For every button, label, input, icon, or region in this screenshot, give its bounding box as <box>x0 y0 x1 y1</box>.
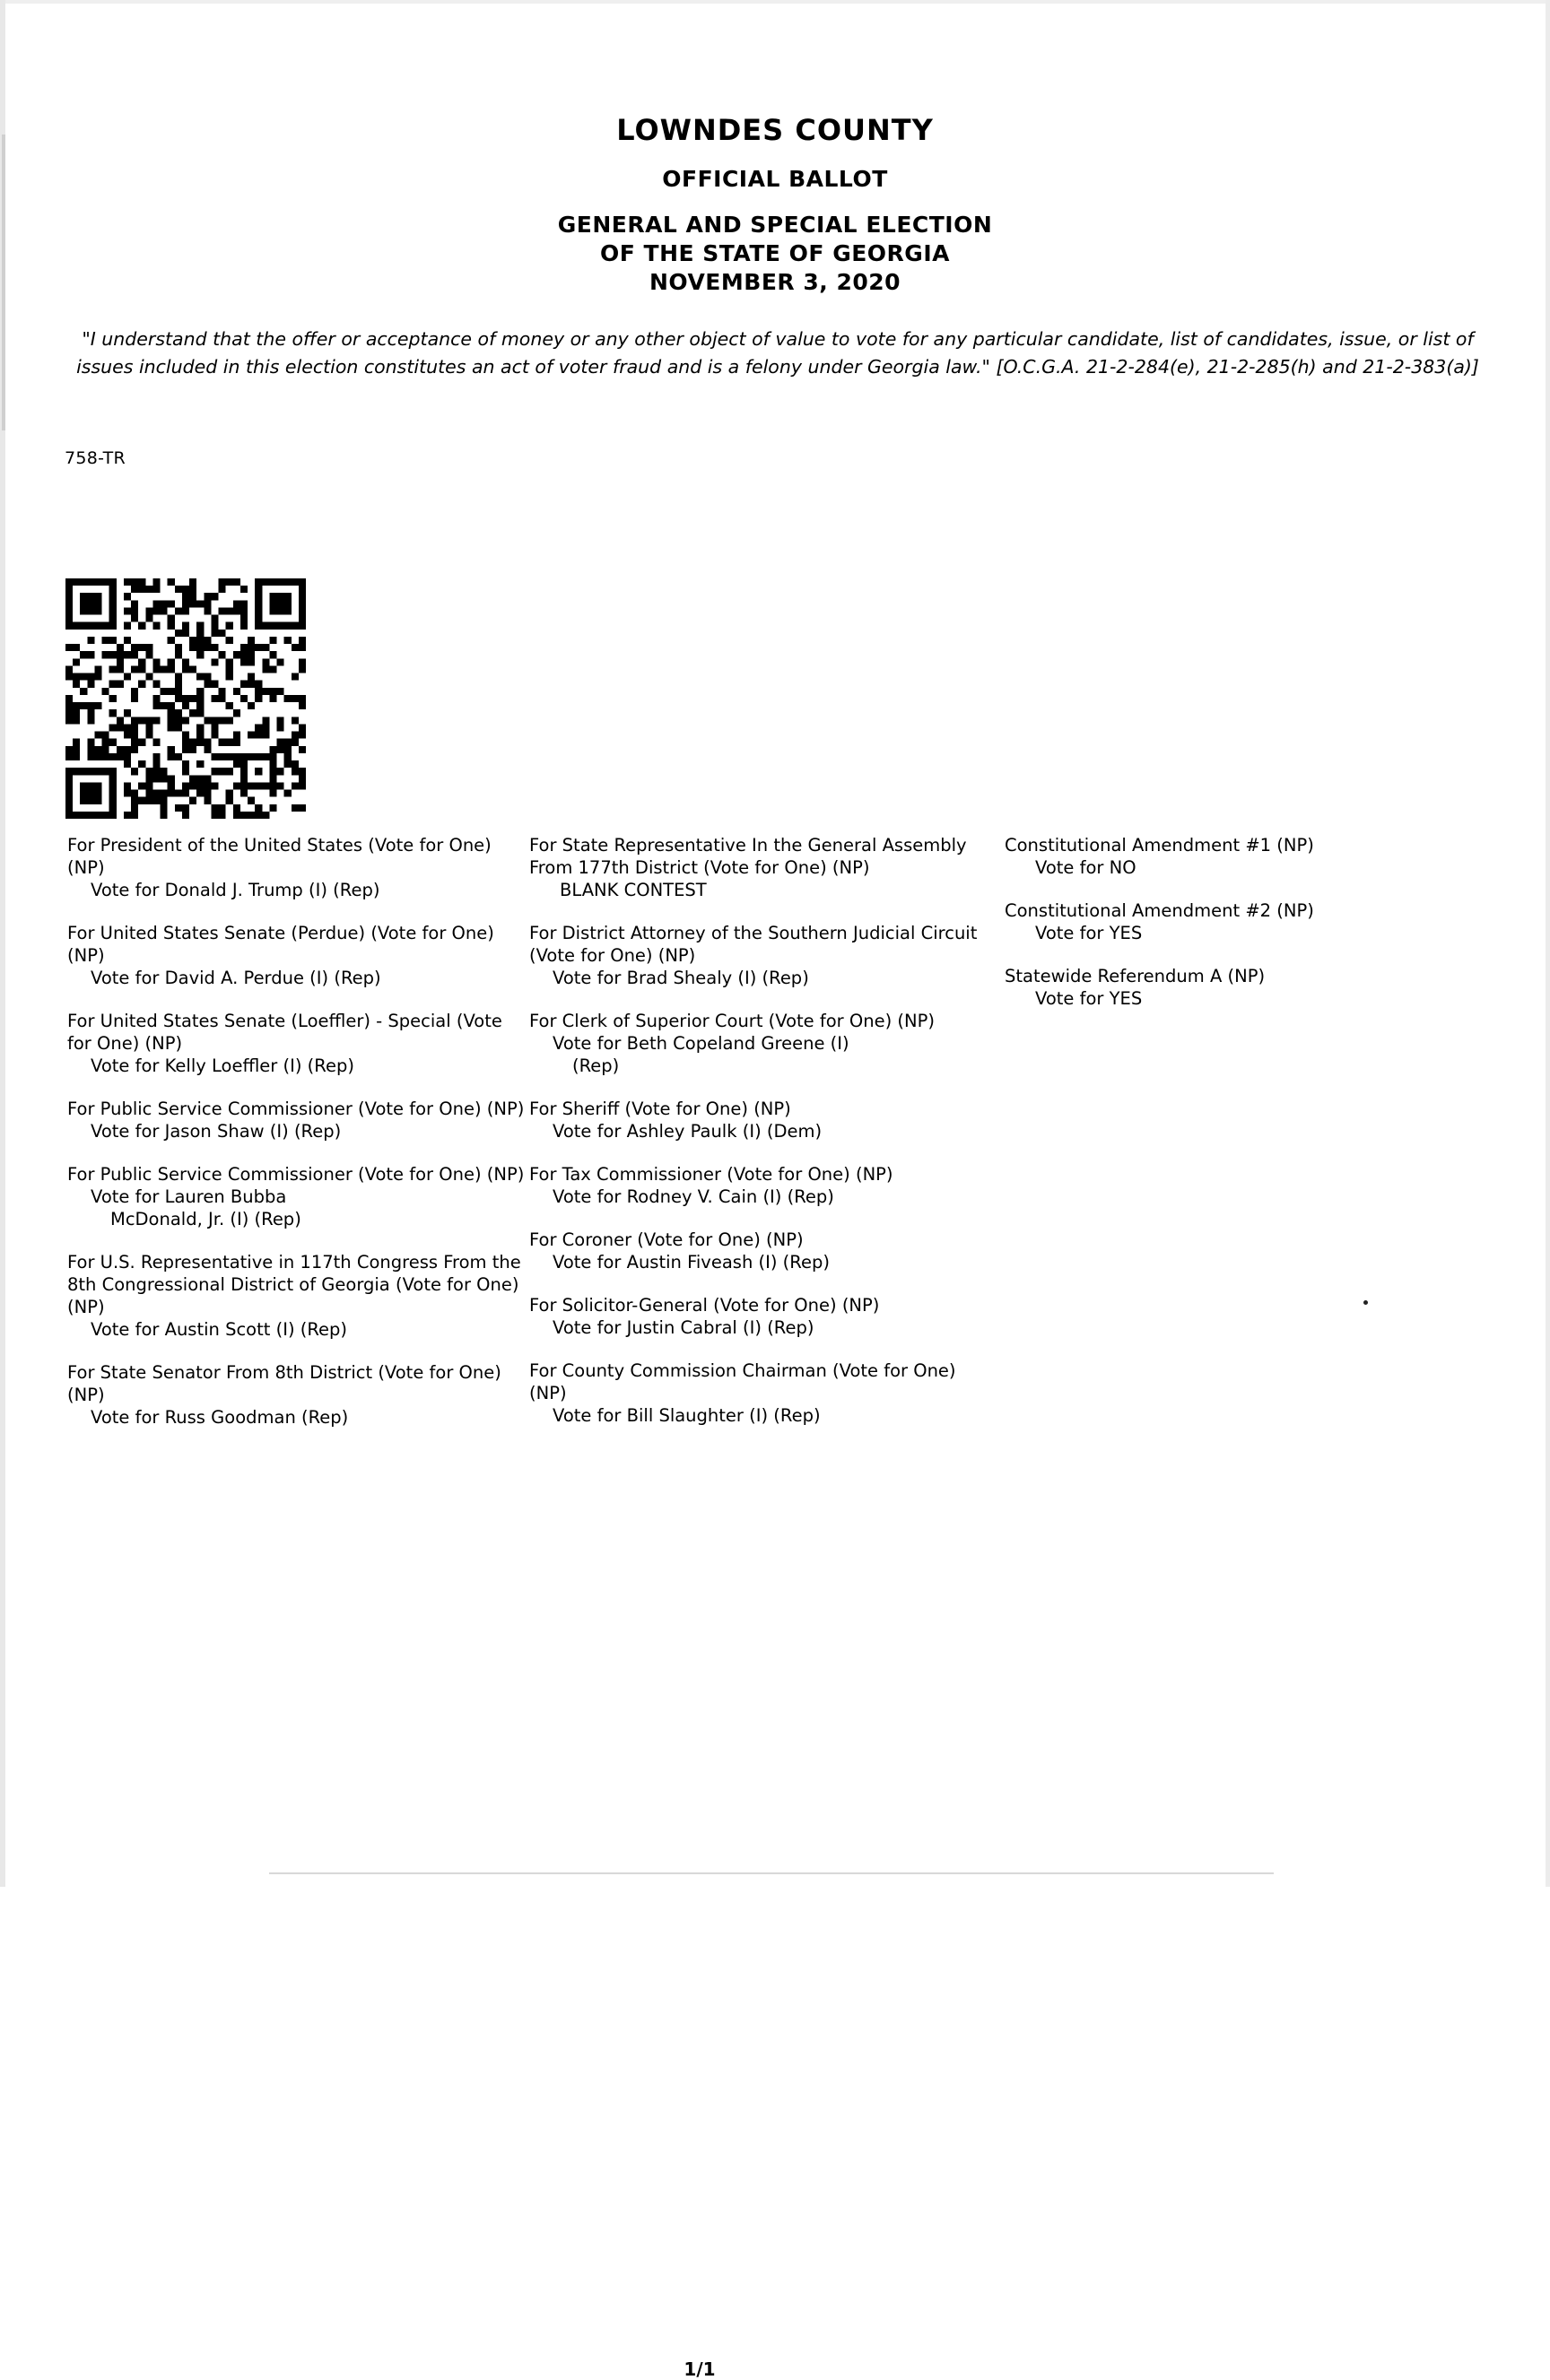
contest-selection: Vote for Donald J. Trump (I) (Rep) <box>91 880 380 900</box>
contest-title: Constitutional Amendment #1 (NP) <box>1005 835 1314 856</box>
contest-selection: Vote for Brad Shealy (I) (Rep) <box>553 968 809 988</box>
contest-block <box>1005 834 1453 879</box>
contest-column-1 <box>67 834 525 1449</box>
contest-selection: Vote for YES <box>1035 923 1143 943</box>
contest-title: For Clerk of Superior Court (Vote for One) (NP) <box>529 1011 935 1031</box>
contest-block <box>67 1251 525 1341</box>
contest-title: For Coroner (Vote for One) (NP) <box>529 1229 804 1250</box>
contest-block <box>67 1010 525 1077</box>
scan-speck <box>1363 1300 1368 1305</box>
contest-block <box>67 922 525 989</box>
contest-block <box>529 1098 996 1142</box>
election-title-line1: GENERAL AND SPECIAL ELECTION <box>557 212 993 238</box>
contest-block <box>529 1359 996 1427</box>
voter-fraud-oath: "I understand that the offer or acceptance of money or any other object of value to vote for any particular candidate, list of candidates, issue, or list of issues included in this election constitutes an act of voter fraud and is a felony under Georgia law." [O.C.G.A. 21-2-284(e), 21-2-285(h) and 21-2-383(a)] <box>76 328 1479 378</box>
contest-title: Constitutional Amendment #2 (NP) <box>1005 900 1314 921</box>
contest-block <box>529 834 996 901</box>
contest-selection: Vote for Beth Copeland Greene (I) <box>553 1033 849 1054</box>
contest-block <box>529 1010 996 1077</box>
contest-title: For Sheriff (Vote for One) (NP) <box>529 1099 791 1119</box>
contest-block <box>529 1163 996 1208</box>
contest-title: For Tax Commissioner (Vote for One) (NP) <box>529 1164 893 1185</box>
election-date: NOVEMBER 3, 2020 <box>649 269 901 295</box>
contest-title: For United States Senate (Perdue) (Vote for One) (NP) <box>67 923 494 966</box>
contest-block <box>67 1163 525 1230</box>
contest-column-2 <box>529 834 996 1447</box>
contest-title: For U.S. Representative in 117th Congress From the 8th Congressional District of Georgia (Vote for One) (NP) <box>67 1252 521 1317</box>
contest-selection: Vote for YES <box>1035 988 1143 1009</box>
contest-title: For Public Service Commissioner (Vote for One) (NP) <box>67 1099 525 1119</box>
contest-selection: Vote for Lauren Bubba <box>91 1186 287 1207</box>
contest-selection: Vote for Russ Goodman (Rep) <box>91 1407 349 1428</box>
contest-selection: BLANK CONTEST <box>560 880 707 900</box>
contest-selection: Vote for NO <box>1035 857 1136 878</box>
contest-title: For County Commission Chairman (Vote for One) (NP) <box>529 1360 956 1403</box>
contest-selection-continued: (Rep) <box>572 1055 620 1076</box>
contest-block <box>529 1294 996 1339</box>
contest-selection: Vote for Ashley Paulk (I) (Dem) <box>553 1121 823 1142</box>
contest-block <box>529 1229 996 1273</box>
contest-selection: Vote for Jason Shaw (I) (Rep) <box>91 1121 342 1142</box>
contest-block <box>1005 899 1453 944</box>
contest-title: For Public Service Commissioner (Vote for One) (NP) <box>67 1164 525 1185</box>
contest-title: For Solicitor-General (Vote for One) (NP) <box>529 1295 880 1316</box>
contest-block <box>529 922 996 989</box>
contest-block <box>67 1361 525 1429</box>
scan-edge-top <box>0 0 1550 4</box>
contest-selection: Vote for Austin Fiveash (I) (Rep) <box>553 1252 830 1273</box>
contest-selection: Vote for Bill Slaughter (I) (Rep) <box>553 1405 821 1426</box>
contest-title: For State Senator From 8th District (Vote for One) (NP) <box>67 1362 501 1405</box>
contest-selection: Vote for David A. Perdue (I) (Rep) <box>91 968 381 988</box>
contest-title: For United States Senate (Loeffler) - Special (Vote for One) (NP) <box>67 1011 502 1054</box>
contest-selection: Vote for Justin Cabral (I) (Rep) <box>553 1317 814 1338</box>
contest-title: For District Attorney of the Southern Judicial Circuit (Vote for One) (NP) <box>529 923 978 966</box>
contest-selection: Vote for Rodney V. Cain (I) (Rep) <box>553 1186 834 1207</box>
contest-block <box>67 1098 525 1142</box>
contest-selection: Vote for Kelly Loeffler (I) (Rep) <box>91 1055 354 1076</box>
contest-block <box>67 834 525 901</box>
contest-title: For State Representative In the General Assembly From 177th District (Vote for One) (NP) <box>529 835 967 878</box>
contest-title: Statewide Referendum A (NP) <box>1005 966 1266 986</box>
election-title-line2: OF THE STATE OF GEORGIA <box>600 240 950 266</box>
official-ballot-label: OFFICIAL BALLOT <box>662 166 888 192</box>
contest-column-3 <box>1005 834 1453 1030</box>
page-title: LOWNDES COUNTY <box>616 113 934 147</box>
qr-code-icon <box>65 578 306 819</box>
ballot-style-id: 758-TR <box>65 448 126 468</box>
contest-block <box>1005 965 1453 1010</box>
contest-selection-continued: McDonald, Jr. (I) (Rep) <box>110 1209 301 1229</box>
contest-title: For President of the United States (Vote for One) (NP) <box>67 835 492 878</box>
page-number: 1/1 <box>684 2358 716 2380</box>
contest-selection: Vote for Austin Scott (I) (Rep) <box>91 1319 348 1340</box>
scan-edge-bottom <box>269 1872 1274 1874</box>
